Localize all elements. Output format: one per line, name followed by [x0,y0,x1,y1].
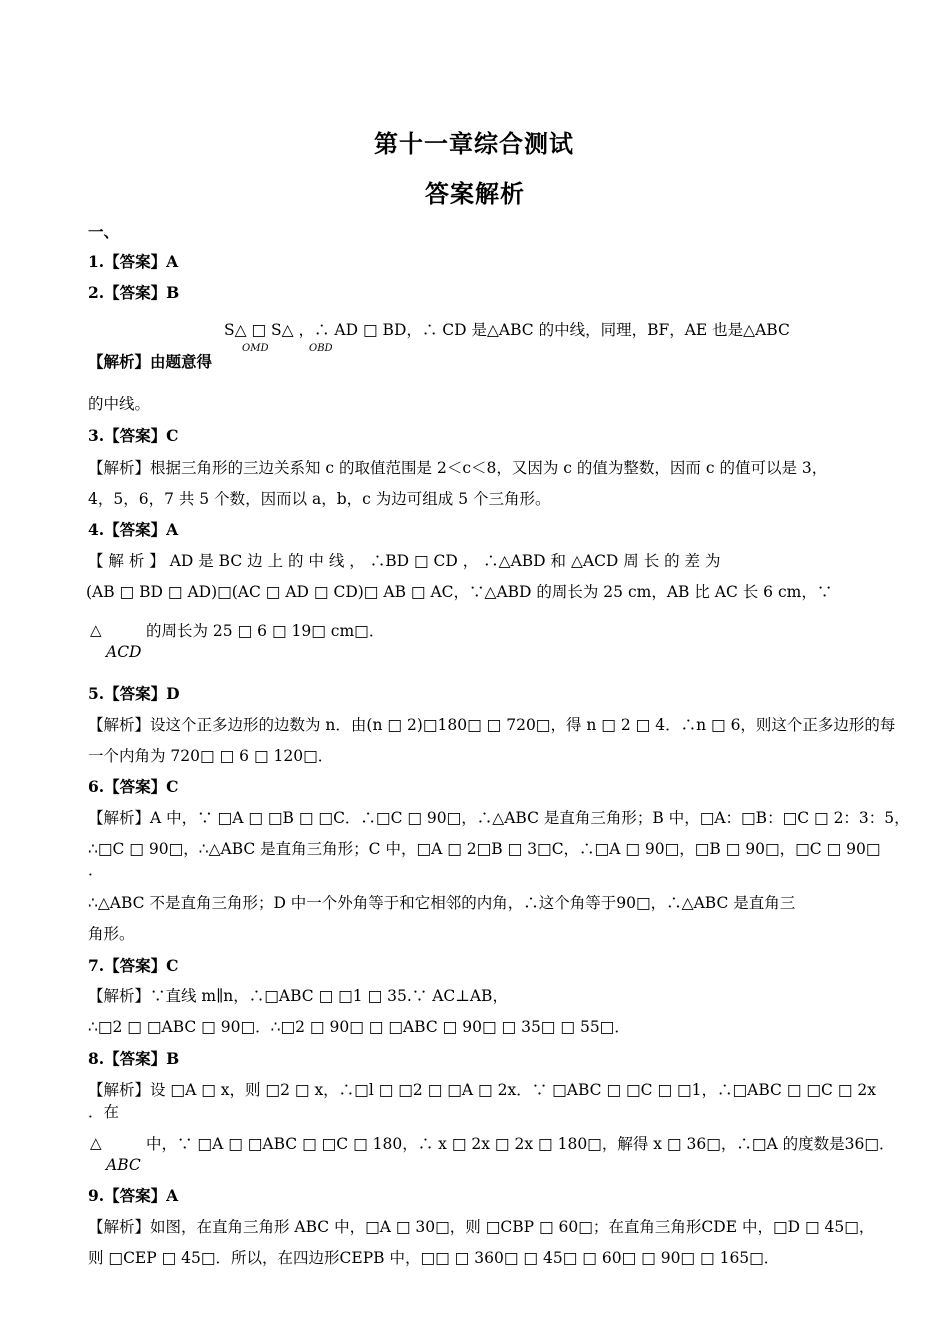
q8-triangle-symbol: △ [90,1134,102,1152]
q2-answer: 2.【答案】B [88,283,180,302]
q8-analysis-line1: 【解析】设 □A □ x，则 □2 □ x，∴□l □ □2 □ □A □ 2x．∵ □ABC □ □C □ □1，∴□ABC □ □C □ 2x [88,1081,877,1099]
q2-subscript-omd: OMD [242,343,269,354]
q5-answer: 5.【答案】D [88,684,180,703]
q8-answer: 8.【答案】B [88,1049,180,1068]
q4-answer: 4.【答案】A [88,520,179,539]
q2-subscript-obd: OBD [309,343,333,354]
q5-analysis-line1: 【解析】设这个正多边形的边数为 n．由(n □ 2)□180□ □ 720□，得 n □ 2 □ 4．∴n □ 6，则这个正多边形的每 [88,716,896,734]
q9-analysis-line2: 则 □CEP □ 45□．所以，在四边形CEPB 中，□□ □ 360□ □ 45□ □ 60□ □ 90□ □ 165□． [88,1249,780,1267]
q3-analysis-line2: 4，5，6，7 共 5 个数，因而以 a，b，c 为边可组成 5 个三角形。 [88,490,551,508]
q7-answer: 7.【答案】C [88,956,179,975]
q5-analysis-line2: 一个内角为 720□ □ 6 □ 120□． [88,747,334,765]
q6-analysis-line2-end: ． [88,861,104,879]
q2-analysis-start: 【解析】由题意得 [88,352,213,371]
q9-analysis-line1: 【解析】如图，在直角三角形 ABC 中，□A □ 30□，则 □CBP □ 60□；在直角三角形CDE 中，□D □ 45□， [88,1218,875,1236]
q8-analysis-line1-end: ．在 [88,1103,120,1121]
q3-answer: 3.【答案】C [88,426,179,445]
q9-answer: 9.【答案】A [88,1186,179,1205]
q4-triangle-symbol: △ [90,621,102,639]
q4-analysis-line2: (AB □ BD □ AD)□(AC □ AD □ CD)□ AB □ AC，∵△ABD 的周长为 25 cm，AB 比 AC 长 6 cm，∵ [86,583,833,601]
q6-analysis-line3: ∴△ABC 不是直角三角形；D 中一个外角等于和它相邻的内角，∴这个角等于90□，∴△ABC 是直角三 [88,894,796,912]
q7-analysis-line1: 【解析】∵直线 m∥n，∴□ABC □ □1 □ 35.∵ AC⊥AB， [88,987,508,1005]
q4-triangle-name: ACD [106,643,142,661]
q7-analysis-line2: ∴□2 □ □ABC □ 90□．∴□2 □ 90□ □ □ABC □ 90□ □ 35□ □ 55□． [88,1018,630,1036]
page-subtitle: 答案解析 [425,180,525,208]
q2-expression: S△ □ S△ ，∴ AD □ BD，∴ CD 是△ABC 的中线，同理，BF，AE 也是△ABC [224,321,790,339]
q6-analysis-line1: 【解析】A 中，∵ □A □ □B □ □C．∴□C □ 90□，∴△ABC 是直角三角形；B 中，□A：□B：□C □ 2：3：5， [88,809,910,827]
section-heading: 一、 [88,222,120,241]
page-title: 第十一章综合测试 [374,130,574,158]
q2-analysis-end: 的中线。 [88,395,151,413]
q4-analysis-line3: 的周长为 25 □ 6 □ 19□ cm□． [146,622,385,640]
q6-answer: 6.【答案】C [88,777,179,796]
q1-answer: 1.【答案】A [88,252,179,271]
q6-analysis-line2: ∴□C □ 90□，∴△ABC 是直角三角形；C 中，□A □ 2□B □ 3□C，∴□A □ 90□，□B □ 90□，□C □ 90□ [88,840,881,858]
q8-triangle-name: ABC [106,1156,141,1174]
q8-analysis-line2: 中，∵ □A □ □ABC □ □C □ 180，∴ x □ 2x □ 2x □ 180□，解得 x □ 36□，∴□A 的度数是36□． [146,1135,895,1153]
q3-analysis-line1: 【解析】根据三角形的三边关系知 c 的取值范围是 2＜c＜8，又因为 c 的值为整数，因而 c 的值可以是 3， [88,459,828,477]
q6-analysis-line4: 角形。 [88,925,135,943]
q4-analysis-line1: 【 解 析 】 AD 是 BC 边 上 的 中 线 ， ∴BD □ CD ， ∴△ABD 和 △ACD 周 长 的 差 为 [88,552,721,570]
